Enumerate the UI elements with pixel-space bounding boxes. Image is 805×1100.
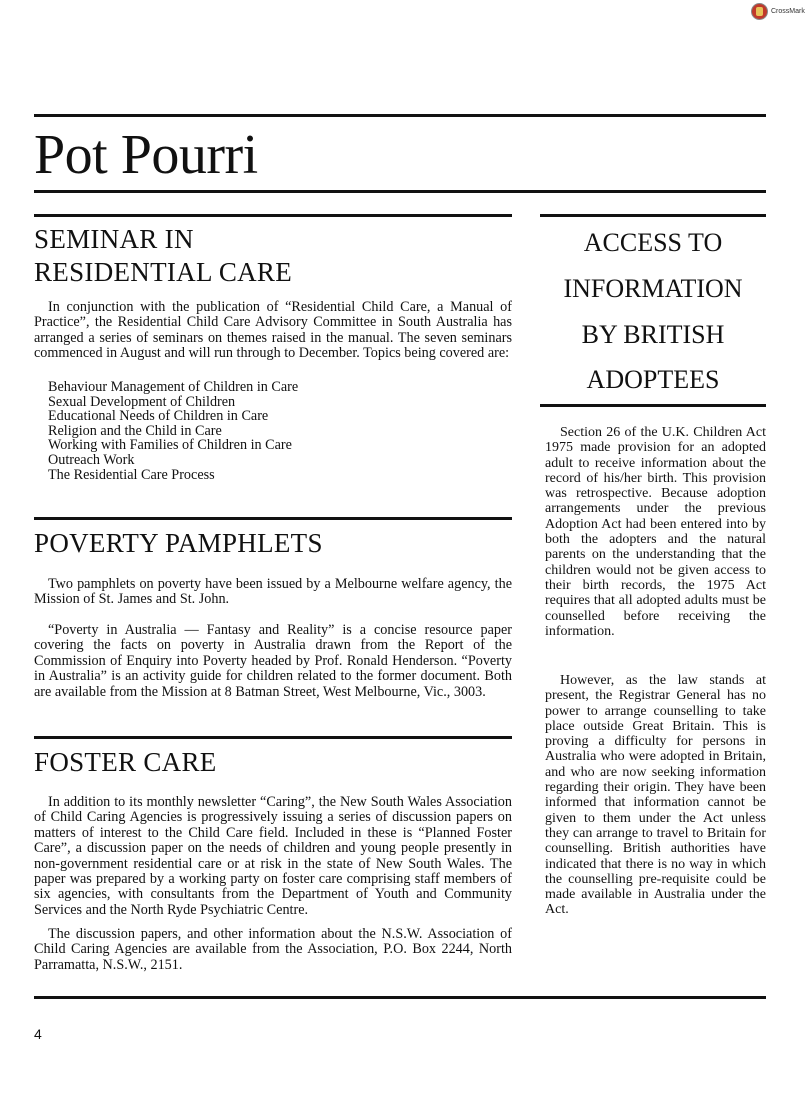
page-number: 4 (34, 1026, 42, 1042)
top-rule (34, 114, 766, 117)
access-heading-line4: ADOPTEES (586, 365, 720, 394)
page-title: Pot Pourri (34, 124, 258, 186)
poverty-heading: POVERTY PAMPHLETS (34, 528, 323, 558)
poverty-para-1: Two pamphlets on poverty have been issued by a Melbourne welfare agency, the Mission of St. James and St. John. (34, 576, 512, 608)
crossmark-icon (751, 3, 768, 20)
topic-item: Educational Needs of Children in Care (48, 408, 269, 425)
crossmark-badge[interactable] (751, 3, 805, 20)
seminar-rule (34, 214, 512, 217)
title-rule (34, 190, 766, 193)
bottom-rule (34, 996, 766, 999)
foster-rule (34, 736, 512, 739)
access-para-1: Section 26 of the U.K. Children Act 1975 made provision for an adopted adult to receive information about the record of his/her birth. This provision was retrospective. Because adoption arrangements under the previous Adoption Act had been entered into by both the adopters and the natural parents on the understanding that the children would not be given access to their birth records, the 1975 Act requires that all adopted adults must be counselled before receiving the information. (545, 425, 766, 639)
topic-item: Sexual Development of Children (48, 393, 236, 410)
topic-item: The Residential Care Process (48, 466, 215, 483)
access-bottom-rule (540, 404, 766, 407)
seminar-heading-line1: SEMINAR IN (34, 224, 194, 254)
poverty-rule (34, 517, 512, 520)
access-heading-line1: ACCESS TO (583, 228, 723, 257)
foster-para-2: The discussion papers, and other information about the N.S.W. Association of Child Caring Agencies are available from the Association, P.O. Box 2244, North Parramatta, N.S.W., 2151. (34, 926, 512, 973)
foster-para-1: In addition to its monthly newsletter “Caring”, the New South Wales Association of Child Caring Agencies is progressively issuing a series of discussion papers on matters of interest to the Child Care field. Included in these is “Planned Foster Care”, a discussion paper on the needs of children and young people presently in non-government residential care or at risk in the state of New South Wales. The paper was prepared by a working party on foster care comprising staff members of six agencies, with consultants from the Department of Youth and Community Services and the North Ryde Psychiatric Centre. (34, 794, 512, 918)
topic-item: Behaviour Management of Children in Care (48, 379, 299, 395)
seminar-heading-line2: RESIDENTIAL CARE (34, 257, 293, 287)
topic-item: Outreach Work (48, 451, 135, 468)
access-heading-line2: INFORMATION (563, 274, 743, 303)
topic-item: Working with Families of Children in Care (48, 437, 292, 454)
seminar-topic-list (48, 380, 298, 482)
foster-heading: FOSTER CARE (34, 747, 217, 777)
access-top-rule (540, 214, 766, 217)
seminar-intro: In conjunction with the publication of “Residential Child Care, a Manual of Practice”, the Residential Child Care Advisory Committee in South Australia has arranged a series of seminars on themes raised in the manual. The seven seminars commenced in August and will run through to December. Topics being covered are: (34, 299, 512, 362)
access-heading-line3: BY BRITISH (581, 320, 725, 349)
access-para-2: However, as the law stands at present, the Registrar General has no power to arrange counselling to take place outside Great Britain. This is proving a difficulty for persons in Australia who were adopted in Britain, and who are now seeking information regarding their origin. They have been informed that information cannot be given to them under the Act unless they can arrange to travel to Britain for counselling. British authorities have indicated that there is no way in which the counselling pre-requisite could be made available in Australia under the Act. (545, 673, 766, 918)
crossmark-label: CrossMark (771, 8, 805, 15)
poverty-para-2: “Poverty in Australia — Fantasy and Reality” is a concise resource paper covering the facts on poverty in Australia drawn from the Report of the Commission of Enquiry into Poverty headed by Prof. Ronald Henderson. “Poverty in Australia” is an activity guide for children related to the former document. Both are available from the Mission at 8 Batman Street, West Melbourne, Vic., 3003. (34, 622, 512, 700)
topic-item: Religion and the Child in Care (48, 422, 222, 439)
